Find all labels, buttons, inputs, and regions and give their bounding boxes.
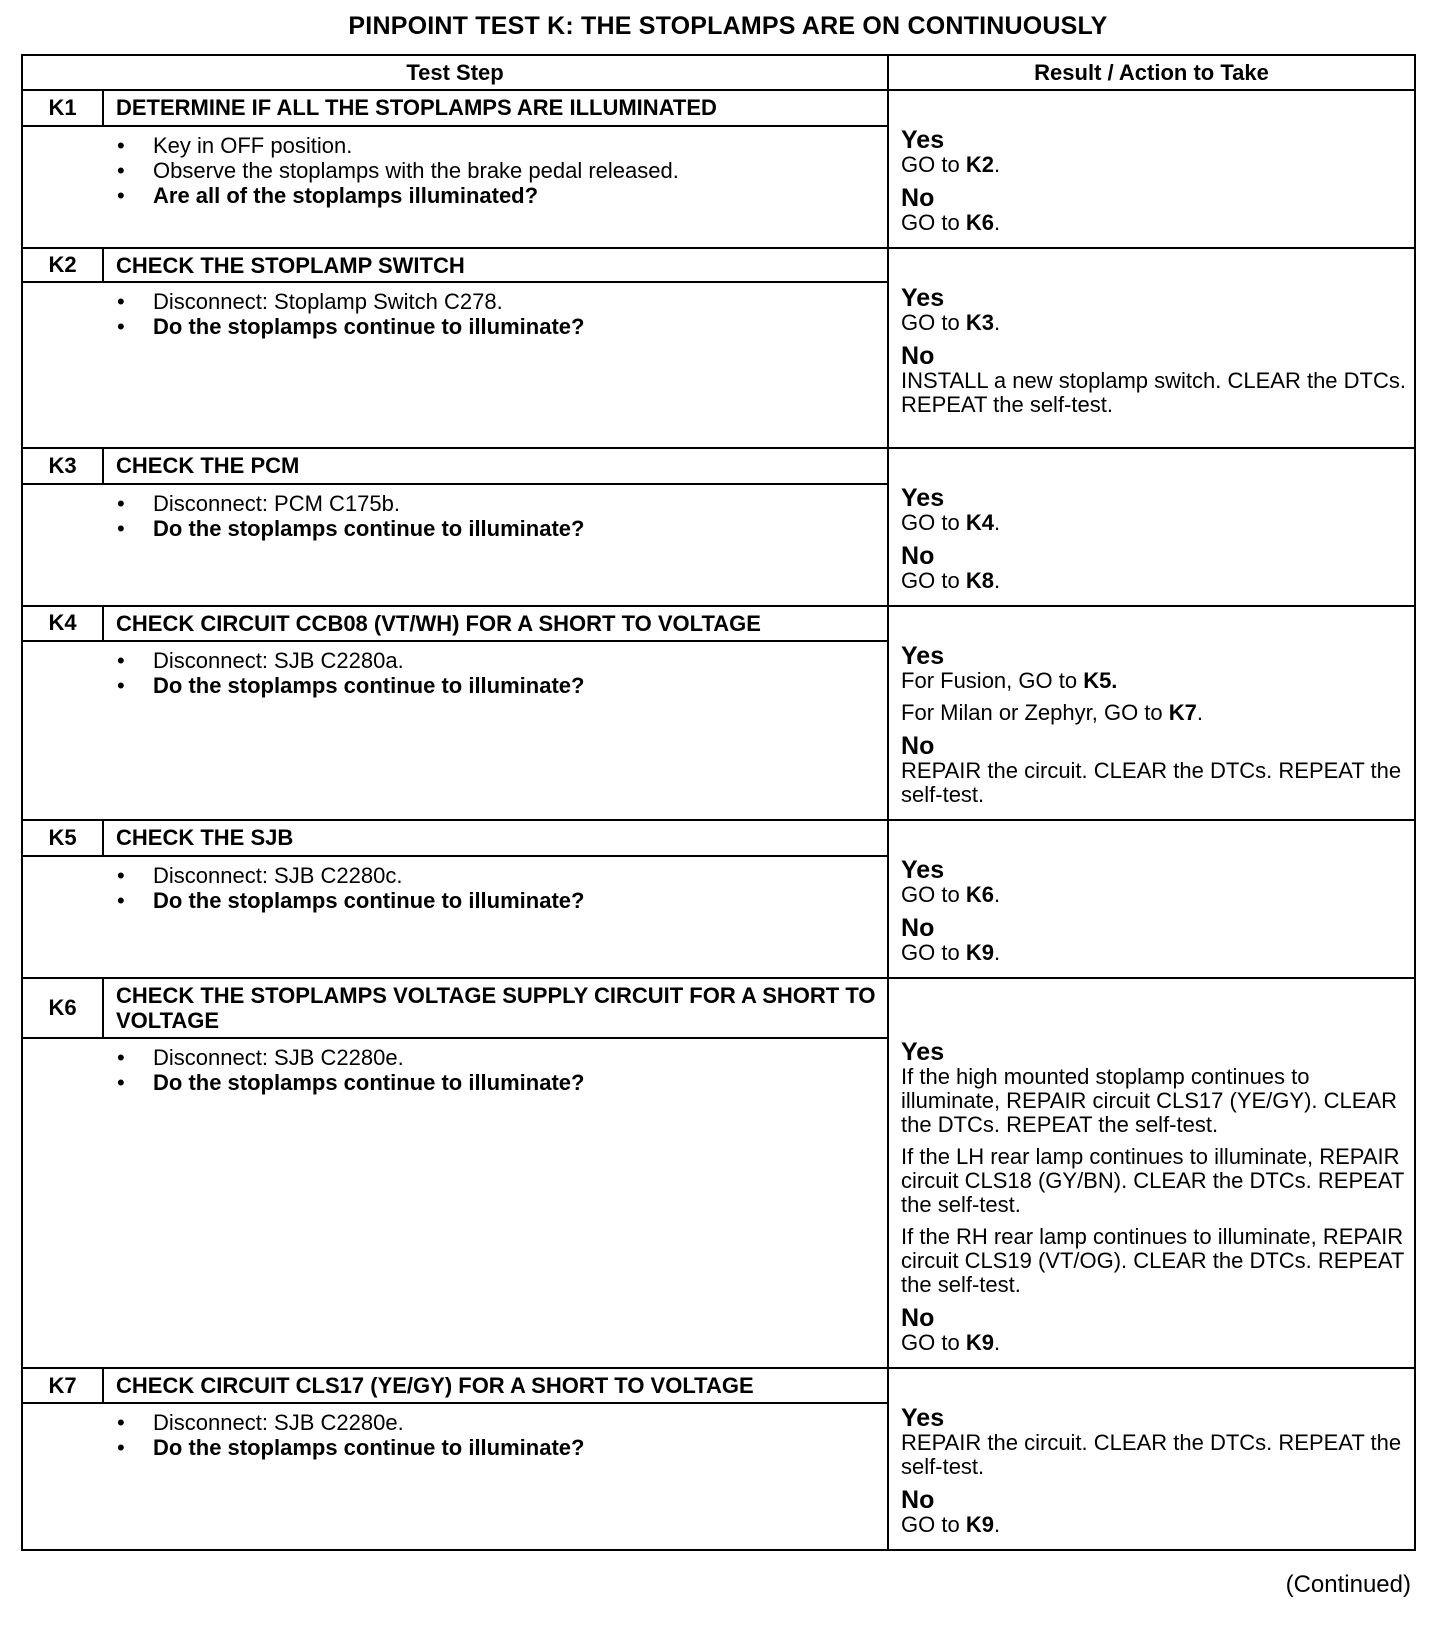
action-tail: . xyxy=(993,882,1001,907)
step-title-row xyxy=(22,820,1415,856)
action-text: For Fusion, GO to xyxy=(901,668,1084,693)
instruction-item: • Observe the stoplamps with the brake pedal released. xyxy=(117,158,887,183)
step-instructions xyxy=(103,126,888,248)
yes-action xyxy=(901,311,1410,335)
step-blank-cell xyxy=(22,1038,103,1368)
result-action-cell xyxy=(888,248,1415,448)
action-wrap xyxy=(901,285,1410,417)
action-tail: . xyxy=(993,152,1001,177)
yes-label: Yes xyxy=(901,284,945,312)
step-instructions xyxy=(103,856,888,978)
no-action xyxy=(901,1331,1410,1355)
step-reference: K4 xyxy=(965,510,994,535)
step-reference: K6 xyxy=(965,882,994,907)
action-tail: . xyxy=(1196,700,1204,725)
continued-note: (Continued) xyxy=(1285,1571,1411,1598)
action-text: GO to xyxy=(901,210,966,235)
yes-label: Yes xyxy=(901,856,945,884)
instruction-list xyxy=(103,1410,887,1460)
result-action-cell xyxy=(888,606,1415,820)
step-blank-cell xyxy=(22,856,103,978)
action-tail: . xyxy=(993,1512,1001,1537)
step-reference: K9 xyxy=(965,1512,994,1537)
yes-label: Yes xyxy=(901,126,945,154)
action-tail: . xyxy=(993,510,1001,535)
action-tail: . xyxy=(993,568,1001,593)
step-id: K3 xyxy=(22,448,103,484)
step-reference: K3 xyxy=(965,310,994,335)
step-reference: K5. xyxy=(1083,668,1118,693)
step-id: K7 xyxy=(22,1368,103,1403)
step-id: K2 xyxy=(22,248,103,282)
action-wrap xyxy=(901,485,1410,593)
action-text: GO to xyxy=(901,568,966,593)
no-label: No xyxy=(901,184,935,212)
no-label: No xyxy=(901,542,935,570)
step-instructions xyxy=(103,1403,888,1550)
step-id: K4 xyxy=(22,606,103,641)
step-title: CHECK CIRCUIT CLS17 (YE/GY) FOR A SHORT TO VOLTAGE xyxy=(103,1368,888,1403)
result-action-cell xyxy=(888,448,1415,606)
action-text: If the high mounted stoplamp continues to illuminate, REPAIR circuit CLS17 (YE/GY). CLEAR the DTCs. REPEAT the self-test. xyxy=(901,1064,1397,1137)
result-header: Result / Action to Take xyxy=(888,55,1415,90)
instruction-item: • Disconnect: SJB C2280e. xyxy=(117,1410,887,1435)
instruction-list xyxy=(103,648,887,698)
step-blank-cell xyxy=(22,126,103,248)
action-wrap xyxy=(901,643,1410,807)
yes-action xyxy=(901,1225,1410,1297)
instruction-question: • Do the stoplamps continue to illuminate? xyxy=(117,888,887,913)
step-title-row xyxy=(22,90,1415,126)
step-id: K5 xyxy=(22,820,103,856)
instruction-list xyxy=(103,491,887,541)
step-title-row xyxy=(22,1368,1415,1403)
instruction-item: • Disconnect: SJB C2280e. xyxy=(117,1045,887,1070)
instruction-item: • Disconnect: SJB C2280c. xyxy=(117,863,887,888)
action-wrap xyxy=(901,857,1410,965)
no-action xyxy=(901,369,1410,417)
pinpoint-test-table xyxy=(21,54,1416,1551)
action-text: REPAIR the circuit. CLEAR the DTCs. REPEAT the self-test. xyxy=(901,1430,1402,1479)
yes-action xyxy=(901,1431,1410,1479)
yes-action xyxy=(901,511,1410,535)
result-action-cell xyxy=(888,978,1415,1368)
step-reference: K6 xyxy=(965,210,994,235)
instruction-question: • Do the stoplamps continue to illuminate? xyxy=(117,516,887,541)
action-text: GO to xyxy=(901,152,966,177)
no-label: No xyxy=(901,1304,935,1332)
action-tail: . xyxy=(993,940,1001,965)
no-action xyxy=(901,569,1410,593)
step-reference: K2 xyxy=(965,152,994,177)
step-id: K6 xyxy=(22,978,103,1038)
table-header-row xyxy=(22,55,1415,90)
yes-action xyxy=(901,1145,1410,1217)
action-text: For Milan or Zephyr, GO to xyxy=(901,700,1169,725)
step-id: K1 xyxy=(22,90,103,126)
no-label: No xyxy=(901,1486,935,1514)
no-label: No xyxy=(901,732,935,760)
action-text: INSTALL a new stoplamp switch. CLEAR the DTCs. REPEAT the self-test. xyxy=(901,368,1406,417)
action-tail: . xyxy=(993,310,1001,335)
yes-action xyxy=(901,669,1410,693)
yes-action xyxy=(901,701,1410,725)
instruction-question: • Are all of the stoplamps illuminated? xyxy=(117,183,887,208)
action-text: GO to xyxy=(901,1330,966,1355)
step-reference: K9 xyxy=(965,1330,994,1355)
yes-label: Yes xyxy=(901,642,945,670)
instruction-item: • Disconnect: SJB C2280a. xyxy=(117,648,887,673)
action-tail: . xyxy=(993,210,1001,235)
action-text: GO to xyxy=(901,940,966,965)
instruction-list xyxy=(103,1045,887,1095)
step-title-row xyxy=(22,978,1415,1038)
step-reference: K8 xyxy=(965,568,994,593)
page-title: PINPOINT TEST K: THE STOPLAMPS ARE ON CONTINUOUSLY xyxy=(348,12,1108,40)
action-text: If the LH rear lamp continues to illuminate, REPAIR circuit CLS18 (GY/BN). CLEAR the DTCs. REPEAT the self-test. xyxy=(901,1144,1404,1217)
action-wrap xyxy=(901,127,1410,235)
instruction-list xyxy=(103,863,887,913)
step-blank-cell xyxy=(22,1403,103,1550)
no-action xyxy=(901,1513,1410,1537)
action-text: GO to xyxy=(901,1512,966,1537)
no-action xyxy=(901,941,1410,965)
instruction-question: • Do the stoplamps continue to illuminate? xyxy=(117,1435,887,1460)
action-text: REPAIR the circuit. CLEAR the DTCs. REPEAT the self-test. xyxy=(901,758,1402,807)
action-wrap xyxy=(901,1405,1410,1537)
instruction-item: • Disconnect: PCM C175b. xyxy=(117,491,887,516)
result-action-cell xyxy=(888,90,1415,248)
step-title: CHECK THE STOPLAMPS VOLTAGE SUPPLY CIRCUIT FOR A SHORT TO VOLTAGE xyxy=(103,978,888,1038)
action-text: GO to xyxy=(901,510,966,535)
yes-action xyxy=(901,153,1410,177)
instruction-list xyxy=(103,133,887,208)
step-instructions xyxy=(103,484,888,606)
step-title: CHECK THE SJB xyxy=(103,820,888,856)
no-label: No xyxy=(901,342,935,370)
step-instructions xyxy=(103,641,888,820)
instruction-question: • Do the stoplamps continue to illuminate? xyxy=(117,1070,887,1095)
step-title-row xyxy=(22,448,1415,484)
result-action-cell xyxy=(888,1368,1415,1550)
action-text: GO to xyxy=(901,310,966,335)
yes-label: Yes xyxy=(901,484,945,512)
yes-label: Yes xyxy=(901,1038,945,1066)
step-title: DETERMINE IF ALL THE STOPLAMPS ARE ILLUMINATED xyxy=(103,90,888,126)
action-text: If the RH rear lamp continues to illuminate, REPAIR circuit CLS19 (VT/OG). CLEAR the DTCs. REPEAT the self-test. xyxy=(901,1224,1404,1297)
yes-action xyxy=(901,1065,1410,1137)
yes-action xyxy=(901,883,1410,907)
step-title-row xyxy=(22,606,1415,641)
step-instructions xyxy=(103,1038,888,1368)
instruction-item: • Key in OFF position. xyxy=(117,133,887,158)
action-tail: . xyxy=(993,1330,1001,1355)
test-step-header: Test Step xyxy=(22,55,888,90)
step-instructions xyxy=(103,282,888,448)
action-text: GO to xyxy=(901,882,966,907)
step-blank-cell xyxy=(22,282,103,448)
step-title: CHECK CIRCUIT CCB08 (VT/WH) FOR A SHORT TO VOLTAGE xyxy=(103,606,888,641)
step-reference: K9 xyxy=(965,940,994,965)
step-title: CHECK THE PCM xyxy=(103,448,888,484)
step-title-row xyxy=(22,248,1415,282)
step-reference: K7 xyxy=(1168,700,1197,725)
result-action-cell xyxy=(888,820,1415,978)
instruction-question: • Do the stoplamps continue to illuminate? xyxy=(117,673,887,698)
instruction-question: • Do the stoplamps continue to illuminate? xyxy=(117,314,887,339)
no-action xyxy=(901,759,1410,807)
step-title: CHECK THE STOPLAMP SWITCH xyxy=(103,248,888,282)
yes-label: Yes xyxy=(901,1404,945,1432)
no-action xyxy=(901,211,1410,235)
instruction-item: • Disconnect: Stoplamp Switch C278. xyxy=(117,289,887,314)
step-blank-cell xyxy=(22,641,103,820)
no-label: No xyxy=(901,914,935,942)
instruction-list xyxy=(103,289,887,339)
action-wrap xyxy=(901,1039,1410,1355)
step-blank-cell xyxy=(22,484,103,606)
